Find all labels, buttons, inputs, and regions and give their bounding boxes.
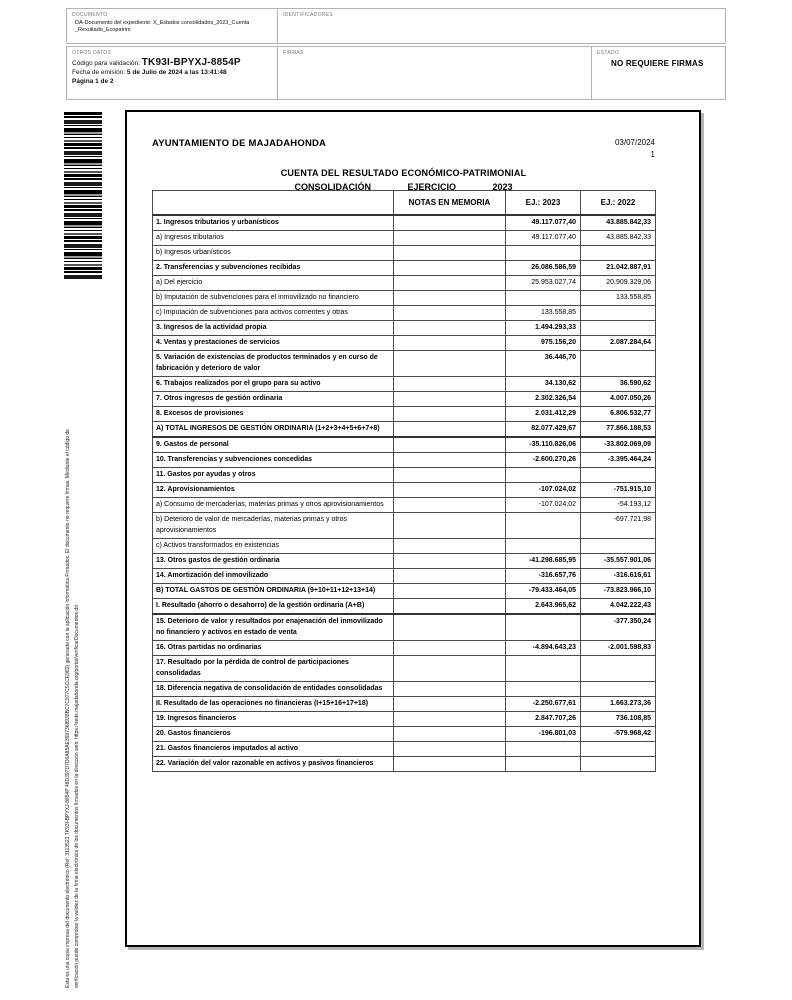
documento-value: DA-Documento del expediente: X_Estados consolidados_2023_Cuenta _Resultado_Ecopatrim	[75, 20, 250, 33]
table-row	[153, 583, 656, 598]
notas-cell	[394, 598, 506, 614]
verification-line1: Esta es una copia impresa del documento electrónico (Ref: 3113523 TK93I-BPYXJ-8854P 48D397D7D6A88AE3597368938BC7C977C5CCE982) generada con la aplicación informática Firmadoc. El documento no requiere firmas. Mediante el código de	[65, 429, 71, 988]
ej2022-cell: 1.663.273,36	[581, 696, 656, 711]
table-row	[153, 497, 656, 512]
ej2022-cell: 736.108,85	[581, 711, 656, 726]
table-row	[153, 598, 656, 614]
title-block	[152, 168, 655, 192]
ej2023-cell	[506, 290, 581, 305]
estado-cell	[591, 47, 725, 99]
ej2023-cell: 36.446,70	[506, 350, 581, 376]
row-label: 6. Trabajos realizados por el grupo para su activo	[153, 376, 394, 391]
table-row	[153, 512, 656, 538]
ej2023-cell: 26.086.586,59	[506, 260, 581, 275]
ej2022-cell	[581, 756, 656, 771]
ej2022-cell	[581, 655, 656, 681]
ej2022-cell: 20.909.329,06	[581, 275, 656, 290]
ej2023-cell: 49.117.077,40	[506, 230, 581, 245]
table-row	[153, 568, 656, 583]
notas-cell	[394, 696, 506, 711]
ej2023-cell	[506, 681, 581, 696]
ej2022-cell: 36.590,62	[581, 376, 656, 391]
identificadores-label: IDENTIFICADORES	[283, 12, 334, 18]
notas-cell	[394, 421, 506, 437]
row-label: 20. Gastos financieros	[153, 726, 394, 741]
verification-sidebar-text	[64, 288, 82, 988]
table-row	[153, 726, 656, 741]
firmas-cell	[277, 47, 591, 99]
ej2023-cell: -107.024,02	[506, 482, 581, 497]
report-page	[125, 110, 701, 947]
ej2022-cell: 4.007.050,26	[581, 391, 656, 406]
notas-cell	[394, 452, 506, 467]
row-label: a) Consumo de mercaderías, materias primas y otros aprovisionamientos	[153, 497, 394, 512]
table-row	[153, 230, 656, 245]
verification-line2: verificación puede comprobar la validez de la firma electrónica de los documentos firmados en la dirección web: https://sede.majadahonda.org/portal/verificarDocumentos.do	[74, 605, 80, 988]
notas-cell	[394, 467, 506, 482]
ej2022-cell: -377.350,24	[581, 614, 656, 641]
ej2022-cell: -2.001.598,83	[581, 640, 656, 655]
ej2023-cell: -2.600.270,26	[506, 452, 581, 467]
notas-cell	[394, 245, 506, 260]
ej2022-cell	[581, 681, 656, 696]
ej2022-cell: 6.806.532,77	[581, 406, 656, 421]
header-description	[153, 191, 394, 215]
table-row	[153, 711, 656, 726]
notas-cell	[394, 230, 506, 245]
ej2023-cell: -79.433.464,05	[506, 583, 581, 598]
fecha-value: 5 de Julio de 2024 a las 13:41:48	[126, 69, 227, 76]
table-row	[153, 350, 656, 376]
ej2023-cell	[506, 245, 581, 260]
notas-cell	[394, 482, 506, 497]
fecha-label: Fecha de emisión:	[72, 69, 127, 76]
ej2022-cell	[581, 305, 656, 320]
notas-cell	[394, 726, 506, 741]
notas-cell	[394, 391, 506, 406]
table-row	[153, 215, 656, 231]
row-label: 17. Resultado por la pérdida de control de participaciones consolidadas	[153, 655, 394, 681]
ej2023-cell: 34.130,62	[506, 376, 581, 391]
row-label: c) Activos transformados en existencias	[153, 538, 394, 553]
subtitle-year: 2023	[492, 182, 513, 192]
fecha-emision	[72, 68, 272, 77]
row-label: 13. Otros gastos de gestión ordinaria	[153, 553, 394, 568]
row-label: 11. Gastos por ayudas y otros	[153, 467, 394, 482]
ej2023-cell: 2.643.965,62	[506, 598, 581, 614]
notas-cell	[394, 437, 506, 453]
table-row	[153, 655, 656, 681]
row-label: a) Ingresos tributarios	[153, 230, 394, 245]
notas-cell	[394, 406, 506, 421]
ej2022-cell	[581, 350, 656, 376]
ej2022-cell	[581, 245, 656, 260]
ej2023-cell: -107.024,02	[506, 497, 581, 512]
notas-cell	[394, 260, 506, 275]
table-row	[153, 467, 656, 482]
pagina-info: Página 1 de 2	[72, 78, 114, 85]
ej2023-cell: 2.302.326,54	[506, 391, 581, 406]
table-row	[153, 696, 656, 711]
row-label: I. Resultado (ahorro o desahorro) de la gestión ordinaria (A+B)	[153, 598, 394, 614]
header-notas: NOTAS EN MEMORIA	[394, 191, 506, 215]
ej2022-cell: 43.885.842,33	[581, 230, 656, 245]
ej2023-cell: -4.894.643,23	[506, 640, 581, 655]
table-row	[153, 275, 656, 290]
ej2022-cell: -579.968,42	[581, 726, 656, 741]
ej2023-cell: -2.250.677,61	[506, 696, 581, 711]
ej2022-cell: 77.866.188,53	[581, 421, 656, 437]
table-row	[153, 421, 656, 437]
notas-cell	[394, 681, 506, 696]
row-label: 10. Transferencias y subvenciones concedidas	[153, 452, 394, 467]
notas-cell	[394, 512, 506, 538]
barcode	[64, 112, 102, 280]
row-label: 8. Excesos de provisiones	[153, 406, 394, 421]
table-row	[153, 640, 656, 655]
row-label: II. Resultado de las operaciones no financieras (I+15+16+17+18)	[153, 696, 394, 711]
ej2023-cell: 49.117.077,40	[506, 215, 581, 231]
notas-cell	[394, 741, 506, 756]
ej2022-cell	[581, 467, 656, 482]
codigo-value: TK93I-BPYXJ-8854P	[141, 57, 241, 68]
print-page-number: 1	[650, 150, 655, 159]
documento-cell	[67, 9, 277, 43]
ej2022-cell: 43.885.842,33	[581, 215, 656, 231]
row-label: 5. Variación de existencias de productos terminados y en curso de fabricación y deterioro de valor	[153, 350, 394, 376]
table-row	[153, 756, 656, 771]
row-label: b) Ingresos urbanísticos	[153, 245, 394, 260]
ej2023-cell	[506, 467, 581, 482]
otros-datos-label: OTROS DATOS	[72, 50, 112, 56]
subtitle-ejercicio: EJERCICIO	[407, 182, 456, 192]
notas-cell	[394, 350, 506, 376]
row-label: c) Imputación de subvenciones para activos corrientes y otras	[153, 305, 394, 320]
ej2023-cell	[506, 741, 581, 756]
ej2023-cell: 25.953.027,74	[506, 275, 581, 290]
row-label: 4. Ventas y prestaciones de servicios	[153, 335, 394, 350]
row-label: 3. Ingresos de la actividad propia	[153, 320, 394, 335]
table-row	[153, 245, 656, 260]
header-ej2022: EJ.: 2022	[581, 191, 656, 215]
financial-table-body	[153, 215, 656, 772]
table-row	[153, 305, 656, 320]
table-row	[153, 335, 656, 350]
notas-cell	[394, 640, 506, 655]
table-row	[153, 376, 656, 391]
ej2022-cell: 21.042.887,91	[581, 260, 656, 275]
codigo-label: Código para validación:	[72, 60, 142, 67]
notas-cell	[394, 335, 506, 350]
subtitle-consolidacion: CONSOLIDACIÓN	[294, 182, 371, 192]
header-ej2023: EJ.: 2023	[506, 191, 581, 215]
ej2022-cell	[581, 320, 656, 335]
ej2023-cell: 1.494.293,33	[506, 320, 581, 335]
ej2022-cell: -3.395.464,24	[581, 452, 656, 467]
ej2022-cell: -33.802.069,09	[581, 437, 656, 453]
validation-header-row1	[66, 8, 726, 44]
table-row	[153, 614, 656, 641]
row-label: 2. Transferencias y subvenciones recibidas	[153, 260, 394, 275]
firmas-label: FIRMAS	[283, 50, 304, 56]
table-row	[153, 260, 656, 275]
ej2023-cell	[506, 614, 581, 641]
ej2022-cell: -751.915,10	[581, 482, 656, 497]
table-row	[153, 320, 656, 335]
row-label: A) TOTAL INGRESOS DE GESTIÓN ORDINARIA (1+2+3+4+5+6+7+8)	[153, 421, 394, 437]
ej2023-cell: -196.801,03	[506, 726, 581, 741]
row-label: 22. Variación del valor razonable en activos y pasivos financieros	[153, 756, 394, 771]
row-label: 18. Diferencia negativa de consolidación de entidades consolidadas	[153, 681, 394, 696]
row-label: a) Del ejercicio	[153, 275, 394, 290]
ej2023-cell: 975.156,20	[506, 335, 581, 350]
estado-label: ESTADO	[597, 50, 619, 56]
ej2022-cell: -697.721,98	[581, 512, 656, 538]
notas-cell	[394, 497, 506, 512]
notas-cell	[394, 215, 506, 231]
row-label: 9. Gastos de personal	[153, 437, 394, 453]
notas-cell	[394, 376, 506, 391]
row-label: 16. Otras partidas no ordinarias	[153, 640, 394, 655]
table-row	[153, 452, 656, 467]
notas-cell	[394, 275, 506, 290]
notas-cell	[394, 583, 506, 598]
table-row	[153, 553, 656, 568]
table-row	[153, 538, 656, 553]
financial-table	[152, 190, 656, 772]
codigo-validacion	[72, 58, 272, 68]
ej2023-cell: 133.558,85	[506, 305, 581, 320]
ej2023-cell: 2.031.412,29	[506, 406, 581, 421]
ej2022-cell: -316.616,61	[581, 568, 656, 583]
row-label: B) TOTAL GASTOS DE GESTIÓN ORDINARIA (9+10+11+12+13+14)	[153, 583, 394, 598]
documento-label: DOCUMENTO	[72, 12, 108, 18]
notas-cell	[394, 756, 506, 771]
row-label: 19. Ingresos financieros	[153, 711, 394, 726]
table-row	[153, 391, 656, 406]
notas-cell	[394, 290, 506, 305]
notas-cell	[394, 553, 506, 568]
row-label: 21. Gastos financieros imputados al activo	[153, 741, 394, 756]
ej2023-cell	[506, 655, 581, 681]
ej2023-cell	[506, 512, 581, 538]
ej2023-cell: 2.847.707,26	[506, 711, 581, 726]
estado-value: NO REQUIERE FIRMAS	[611, 59, 704, 68]
ej2023-cell: 82.077.429,67	[506, 421, 581, 437]
report-title: CUENTA DEL RESULTADO ECONÓMICO-PATRIMONIAL	[280, 168, 527, 178]
ej2023-cell: -35.110.826,06	[506, 437, 581, 453]
ej2023-cell	[506, 756, 581, 771]
row-label: 14. Amortización del inmovilizado	[153, 568, 394, 583]
row-label: 7. Otros ingresos de gestión ordinaria	[153, 391, 394, 406]
row-label: 1. Ingresos tributarios y urbanísticos	[153, 215, 394, 231]
table-header-row	[153, 191, 656, 215]
notas-cell	[394, 655, 506, 681]
row-label: b) Deterioro de valor de mercaderías, materias primas y otros aprovisionamientos	[153, 512, 394, 538]
ej2023-cell: -316.657,76	[506, 568, 581, 583]
ej2022-cell: -35.557.901,06	[581, 553, 656, 568]
otros-datos-cell	[67, 47, 277, 99]
ej2023-cell	[506, 538, 581, 553]
table-row	[153, 406, 656, 421]
ej2022-cell	[581, 741, 656, 756]
notas-cell	[394, 614, 506, 641]
ej2023-cell: -41.298.685,95	[506, 553, 581, 568]
table-row	[153, 741, 656, 756]
ej2022-cell: -54.193,12	[581, 497, 656, 512]
table-row	[153, 681, 656, 696]
ej2022-cell: 4.042.222,43	[581, 598, 656, 614]
ej2022-cell: 133.558,85	[581, 290, 656, 305]
entity-name: AYUNTAMIENTO DE MAJADAHONDA	[152, 138, 327, 149]
table-row	[153, 482, 656, 497]
print-date: 03/07/2024	[614, 138, 655, 147]
row-label: b) Imputación de subvenciones para el inmovilizado no financiero	[153, 290, 394, 305]
row-label: 15. Deterioro de valor y resultados por enajenación del inmovilizado no financiero y activos en estado de venta	[153, 614, 394, 641]
ej2022-cell	[581, 538, 656, 553]
row-label: 12. Aprovisionamientos	[153, 482, 394, 497]
ej2022-cell: -73.823.966,10	[581, 583, 656, 598]
notas-cell	[394, 538, 506, 553]
validation-header-row2	[66, 46, 726, 100]
table-row	[153, 290, 656, 305]
notas-cell	[394, 320, 506, 335]
ej2022-cell: 2.087.284,64	[581, 335, 656, 350]
notas-cell	[394, 568, 506, 583]
notas-cell	[394, 305, 506, 320]
notas-cell	[394, 711, 506, 726]
table-row	[153, 437, 656, 453]
identificadores-cell	[277, 9, 725, 43]
